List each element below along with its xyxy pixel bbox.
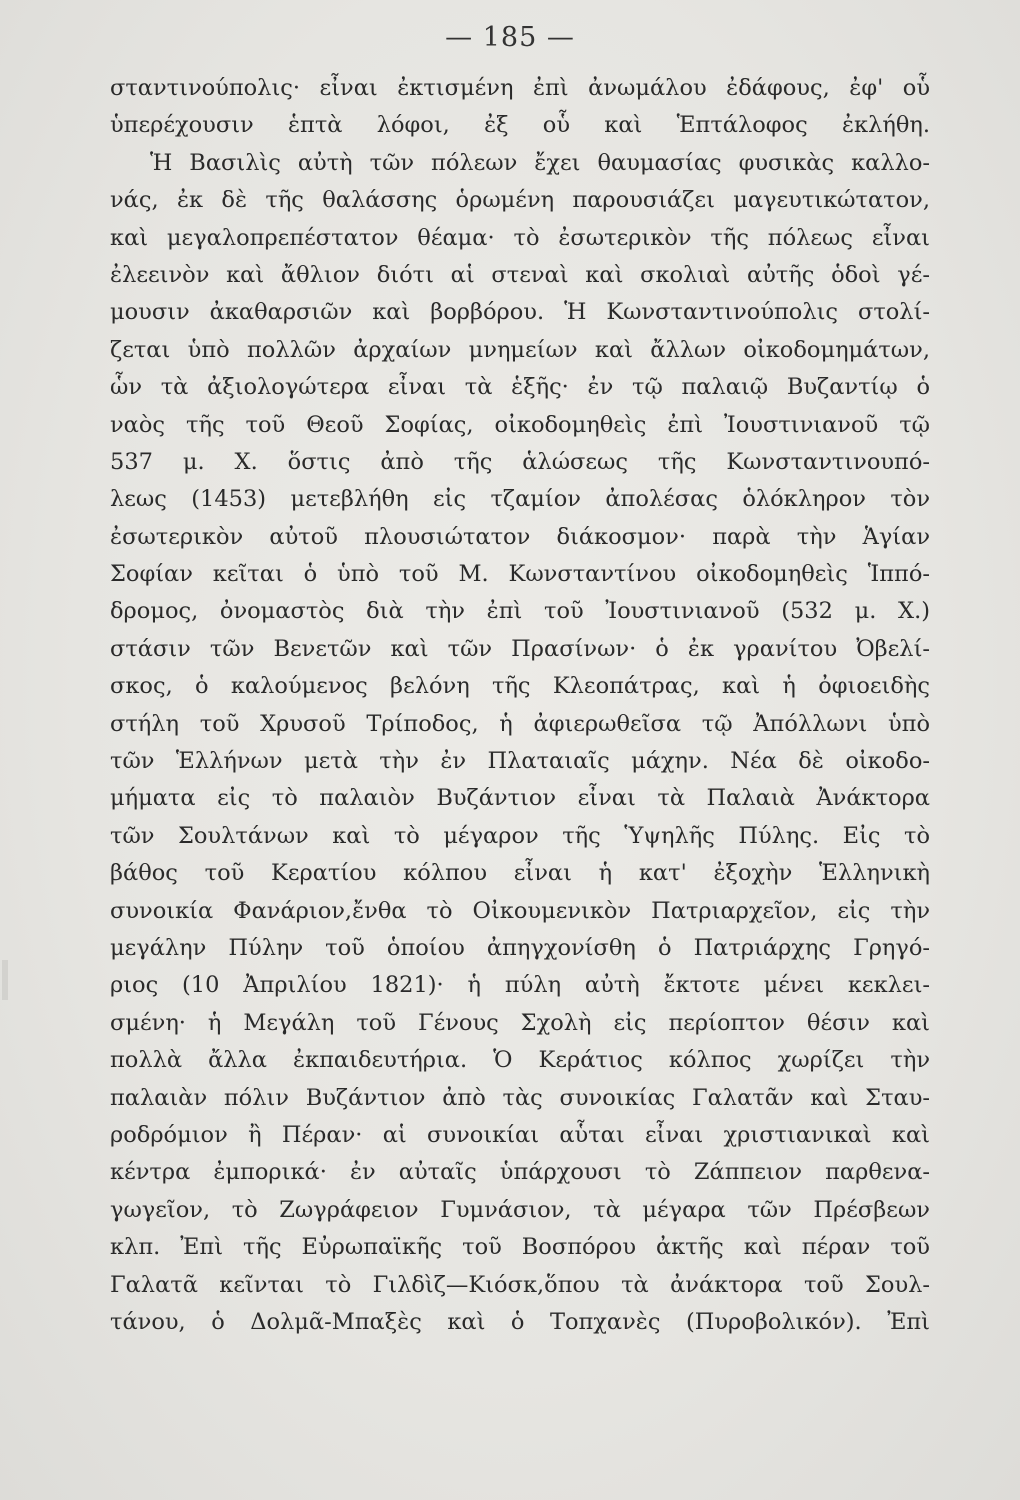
text-line: ναὸς τῆς τοῦ Θεοῦ Σοφίας, οἰκοδομηθεὶς ἐπὶ Ἰουστινιανοῦ τῷ <box>110 411 930 438</box>
page-number: — 185 — <box>445 22 575 53</box>
text-line: μεγάλην Πύλην τοῦ ὁποίου ἀπηγχονίσθη ὁ Πατριάρχης Γρηγό- <box>110 934 930 961</box>
text-line: στάσιν τῶν Βενετῶν καὶ τῶν Πρασίνων· ὁ ἐκ γρανίτου Ὀβελί- <box>110 635 930 662</box>
text-line: μήματα εἰς τὸ παλαιὸν Βυζάντιον εἶναι τὰ Παλαιὰ Ἀνάκτορα <box>110 785 930 812</box>
text-line: βάθος τοῦ Κερατίου κόλπου εἶναι ἡ κατ' ἐξοχὴν Ἑλληνικὴ <box>110 860 930 887</box>
text-line: πολλὰ ἄλλα ἐκπαιδευτήρια. Ὁ Κεράτιος κόλπος χωρίζει τὴν <box>110 1047 930 1074</box>
text-line: δρομος, ὀνομαστὸς διὰ τὴν ἐπὶ τοῦ Ἰουστινιανοῦ (532 μ. Χ.) <box>110 598 930 625</box>
text-line: κέντρα ἐμπορικά· ἐν αὐταῖς ὑπάρχουσι τὸ Ζάππειον παρθενα- <box>110 1159 930 1186</box>
text-line: τῶν Ἑλλήνων μετὰ τὴν ἐν Πλαταιαῖς μάχην. Νέα δὲ οἰκοδο- <box>110 748 930 775</box>
text-line: ὧν τὰ ἀξιολογώτερα εἶναι τὰ ἑξῆς· ἐν τῷ παλαιῷ Βυζαντίῳ ὁ <box>110 374 930 401</box>
text-line: τάνου, ὁ Δολμᾶ-Μπαξὲς καὶ ὁ Τοπχανὲς (Πυροβολικόν). Ἐπὶ <box>110 1308 930 1335</box>
text-line: κλπ. Ἐπὶ τῆς Εὐρωπαϊκῆς τοῦ Βοσπόρου ἀκτῆς καὶ πέραν τοῦ <box>110 1234 930 1261</box>
text-line: ἐλεεινὸν καὶ ἄθλιον διότι αἱ στεναὶ καὶ σκολιαὶ αὐτῆς ὁδοὶ γέ- <box>110 261 930 288</box>
text-line: Γαλατᾶ κεῖνται τὸ Γιλδὶζ—Κιόσκ,ὅπου τὰ ἀνάκτορα τοῦ Σουλ- <box>110 1271 930 1298</box>
text-line: 537 μ. Χ. ὅστις ἀπὸ τῆς ἁλώσεως τῆς Κωνσταντινουπό- <box>110 448 930 475</box>
text-line: ριος (10 Ἀπριλίου 1821)· ἡ πύλη αὐτὴ ἔκτοτε μένει κεκλει- <box>110 972 930 999</box>
text-line: σκος, ὁ καλούμενος βελόνη τῆς Κλεοπάτρας, καὶ ἡ ὀφιοειδὴς <box>110 673 930 700</box>
text-line: σταντινούπολις· εἶναι ἐκτισμένη ἐπὶ ἀνωμάλου ἐδάφους, ἐφ' οὗ <box>110 75 930 101</box>
text-line: ζεται ὑπὸ πολλῶν ἀρχαίων μνημείων καὶ ἄλλων οἰκοδομημάτων, <box>110 336 930 363</box>
text-line: Σοφίαν κεῖται ὁ ὑπὸ τοῦ Μ. Κωνσταντίνου οἰκοδομηθεὶς Ἱππό- <box>110 561 930 588</box>
text-line: νάς, ἐκ δὲ τῆς θαλάσσης ὁρωμένη παρουσιάζει μαγευτικώτατον, <box>110 187 930 214</box>
text-line: λεως (1453) μετεβλήθη εἰς τζαμίον ἀπολέσας ὁλόκληρον τὸν <box>110 486 930 513</box>
text-line: συνοικία Φανάριον,ἔνθα τὸ Οἰκουμενικὸν Πατριαρχεῖον, εἰς τὴν <box>110 897 930 924</box>
text-line: ἐσωτερικὸν αὐτοῦ πλουσιώτατον διάκοσμον· παρὰ τὴν Ἁγίαν <box>110 523 930 550</box>
text-line: γωγεῖον, τὸ Ζωγράφειον Γυμνάσιον, τὰ μέγαρα τῶν Πρέσβεων <box>110 1196 930 1223</box>
page-edge-mark <box>2 960 8 1000</box>
text-line: Ἡ Βασιλὶς αὐτὴ τῶν πόλεων ἔχει θαυμασίας φυσικὰς καλλο- <box>150 149 930 176</box>
text-line: καὶ μεγαλοπρεπέστατον θέαμα· τὸ ἐσωτερικὸν τῆς πόλεως εἶναι <box>110 224 930 251</box>
text-line: ροδρόμιον ἢ Πέραν· αἱ συνοικίαι αὗται εἶναι χριστιανικαὶ καὶ <box>110 1121 930 1148</box>
text-line: ὑπερέχουσιν ἑπτὰ λόφοι, ἐξ οὗ καὶ Ἑπτάλοφος ἐκλήθη. <box>110 112 930 139</box>
text-line: στήλη τοῦ Χρυσοῦ Τρίποδος, ἡ ἀφιερωθεῖσα τῷ Ἀπόλλωνι ὑπὸ <box>110 710 930 737</box>
text-line: σμένη· ἡ Μεγάλη τοῦ Γένους Σχολὴ εἰς περίοπτον θέσιν καὶ <box>110 1009 930 1036</box>
body-text <box>110 70 930 1341</box>
text-line: παλαιὰν πόλιν Βυζάντιον ἀπὸ τὰς συνοικίας Γαλατᾶν καὶ Σταυ- <box>110 1084 930 1111</box>
text-line: τῶν Σουλτάνων καὶ τὸ μέγαρον τῆς Ὑψηλῆς Πύλης. Εἰς τὸ <box>110 822 930 849</box>
text-line: μουσιν ἀκαθαρσιῶν καὶ βορβόρου. Ἡ Κωνσταντινούπολις στολί- <box>110 299 930 326</box>
